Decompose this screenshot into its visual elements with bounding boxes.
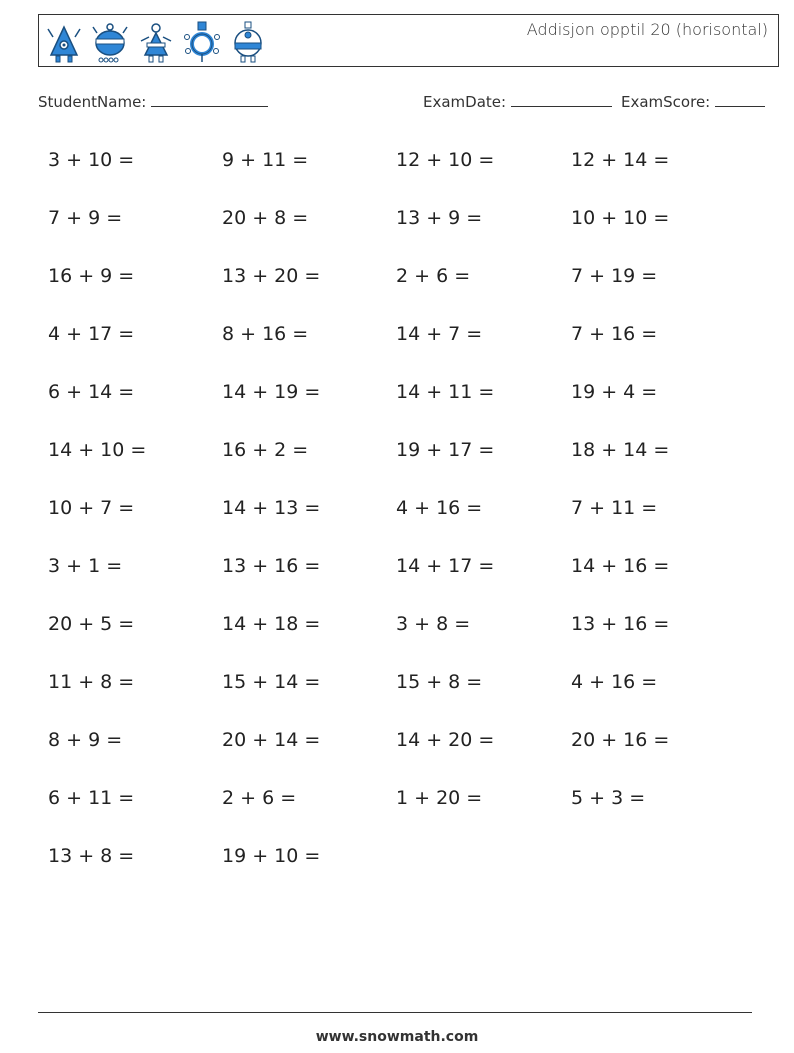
problem-item: 20 + 5 = bbox=[48, 613, 135, 635]
problem-item: 14 + 17 = bbox=[396, 555, 495, 577]
exam-date-blank[interactable] bbox=[511, 92, 612, 107]
exam-date-label: ExamDate: bbox=[423, 93, 507, 111]
problem-item: 19 + 4 = bbox=[571, 381, 658, 403]
problem-item: 3 + 8 = bbox=[396, 613, 471, 635]
problem-item: 7 + 11 = bbox=[571, 497, 658, 519]
problem-item: 6 + 14 = bbox=[48, 381, 135, 403]
problem-item: 4 + 16 = bbox=[396, 497, 483, 519]
robot-capsule-icon bbox=[229, 19, 267, 65]
problem-item: 13 + 8 = bbox=[48, 845, 135, 867]
problem-item: 14 + 13 = bbox=[222, 497, 321, 519]
header-box bbox=[38, 14, 779, 67]
problem-item: 10 + 10 = bbox=[571, 207, 670, 229]
problem-item: 20 + 16 = bbox=[571, 729, 670, 751]
footer-url: www.snowmath.com bbox=[315, 1029, 479, 1045]
problem-item: 20 + 8 = bbox=[222, 207, 309, 229]
problem-item: 7 + 9 = bbox=[48, 207, 123, 229]
problem-item: 3 + 1 = bbox=[48, 555, 123, 577]
problem-item: 8 + 9 = bbox=[48, 729, 123, 751]
problem-item: 14 + 19 = bbox=[222, 381, 321, 403]
robot-ring-icon bbox=[183, 19, 221, 65]
problem-item: 14 + 16 = bbox=[571, 555, 670, 577]
problem-item: 4 + 17 = bbox=[48, 323, 135, 345]
problem-item: 20 + 14 = bbox=[222, 729, 321, 751]
problem-item: 7 + 19 = bbox=[571, 265, 658, 287]
robot-icons bbox=[45, 19, 267, 65]
problem-item: 14 + 18 = bbox=[222, 613, 321, 635]
problem-item: 9 + 11 = bbox=[222, 149, 309, 171]
problem-item: 14 + 10 = bbox=[48, 439, 147, 461]
problem-item: 14 + 11 = bbox=[396, 381, 495, 403]
problem-item: 7 + 16 = bbox=[571, 323, 658, 345]
problem-item: 10 + 7 = bbox=[48, 497, 135, 519]
exam-score-label: ExamScore: bbox=[621, 93, 711, 111]
student-name-label: StudentName: bbox=[38, 93, 147, 111]
problem-item: 1 + 20 = bbox=[396, 787, 483, 809]
problem-item: 8 + 16 = bbox=[222, 323, 309, 345]
problem-item: 15 + 14 = bbox=[222, 671, 321, 693]
problem-item: 12 + 10 = bbox=[396, 149, 495, 171]
problem-item: 2 + 6 = bbox=[222, 787, 297, 809]
problem-item: 18 + 14 = bbox=[571, 439, 670, 461]
problem-item: 4 + 16 = bbox=[571, 671, 658, 693]
problem-item: 16 + 2 = bbox=[222, 439, 309, 461]
problem-item: 19 + 17 = bbox=[396, 439, 495, 461]
problem-item: 11 + 8 = bbox=[48, 671, 135, 693]
problem-item: 13 + 16 = bbox=[222, 555, 321, 577]
problem-item: 15 + 8 = bbox=[396, 671, 483, 693]
problem-item: 6 + 11 = bbox=[48, 787, 135, 809]
problem-item: 13 + 20 = bbox=[222, 265, 321, 287]
problem-item: 16 + 9 = bbox=[48, 265, 135, 287]
problem-item: 19 + 10 = bbox=[222, 845, 321, 867]
robot-triangle-icon bbox=[45, 19, 83, 65]
exam-date-field[interactable] bbox=[423, 92, 612, 111]
student-name-blank[interactable] bbox=[151, 92, 268, 107]
problem-item: 12 + 14 = bbox=[571, 149, 670, 171]
problem-item: 13 + 9 = bbox=[396, 207, 483, 229]
problem-item: 3 + 10 = bbox=[48, 149, 135, 171]
exam-score-field[interactable] bbox=[621, 92, 765, 111]
problem-item: 14 + 20 = bbox=[396, 729, 495, 751]
robot-cone-icon bbox=[137, 19, 175, 65]
footer-divider bbox=[38, 1012, 752, 1013]
problem-item: 5 + 3 = bbox=[571, 787, 646, 809]
problem-item: 13 + 16 = bbox=[571, 613, 670, 635]
exam-score-blank[interactable] bbox=[715, 92, 765, 107]
problem-item: 14 + 7 = bbox=[396, 323, 483, 345]
worksheet-title: Addisjon opptil 20 (horisontal) bbox=[526, 20, 768, 39]
robot-round-icon bbox=[91, 19, 129, 65]
student-name-field[interactable] bbox=[38, 92, 268, 111]
problem-item: 2 + 6 = bbox=[396, 265, 471, 287]
